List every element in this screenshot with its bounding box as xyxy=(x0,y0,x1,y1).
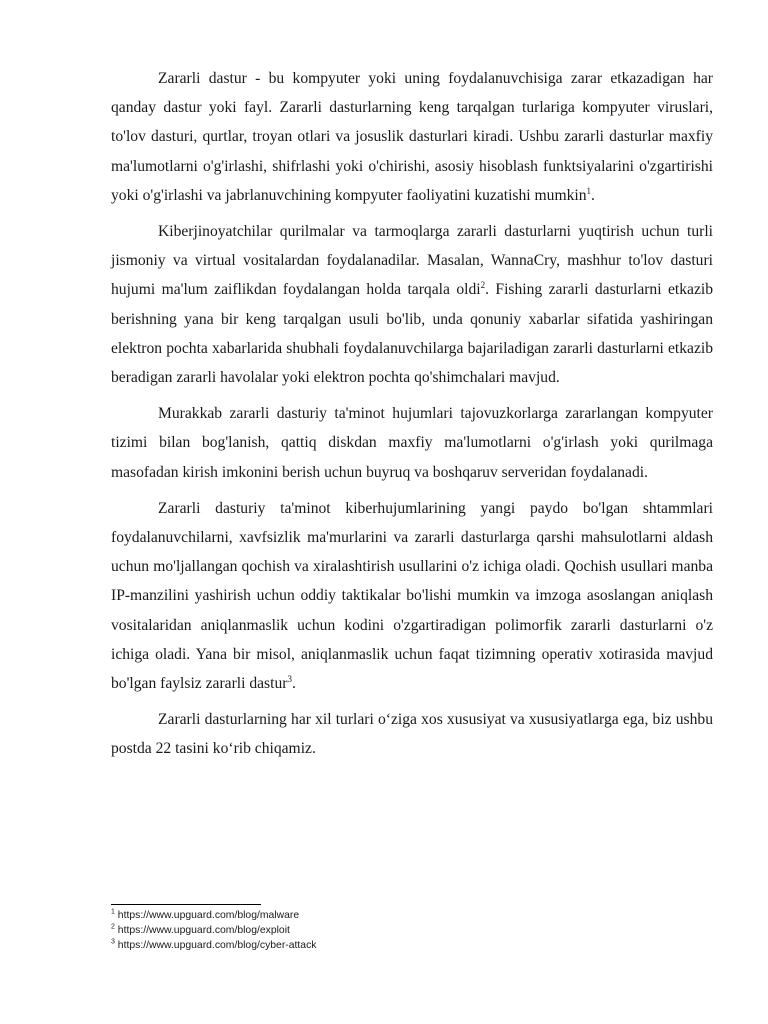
footnote-number: 2 xyxy=(111,923,115,931)
footnotes xyxy=(111,904,713,953)
paragraph-1 xyxy=(111,64,713,210)
footnote-link[interactable]: https://www.upguard.com/blog/malware xyxy=(114,910,300,921)
paragraph-3 xyxy=(111,399,713,487)
footnote-ref: 1 xyxy=(586,185,592,196)
footnote-link[interactable]: https://www.upguard.com/blog/exploit xyxy=(114,925,290,936)
paragraph-text: Zararli dastur - bu kompyuter yoki uning foydalanuvchisiga zarar etkazadigan har qanday dastur yoki fayl. Zararli dasturlarning keng tarqalgan turlariga kompyuter viruslari, to'lov dasturi, qurtlar, troyan otlari va josuslik dasturlari kiradi. Ushbu zararli dasturlar maxfiy ma'lumotlarni o'g'irlashi, shifrlashi yoki o'chirishi, asosiy hisoblash funktsiyalarini o'zgartirishi yoki o'g'irlashi va jabrlanuvchining kompyuter faoliyatini kuzatishi mumkin xyxy=(111,70,713,204)
body-text xyxy=(111,64,713,771)
footnote-number: 3 xyxy=(111,938,115,946)
paragraph-tail: . xyxy=(291,675,296,693)
paragraph-tail: . Fishing zararli dasturlarni etkazib berishning yana bir keng tarqalgan usuli bo'lib, unda qonuniy xabarlar sifatida yashiringan elektron pochta xabarlarida shubhali foydalanuvchilarga bajariladigan zararli dasturlarni etkazib beradigan zararli havolalar yoki elektron pochta qo'shimchalari mavjud. xyxy=(111,281,714,387)
paragraph-tail: . xyxy=(591,186,595,204)
footnote-3 xyxy=(111,938,713,953)
footnote-ref: 3 xyxy=(287,673,292,684)
paragraph-text: Murakkab zararli dasturiy ta'minot hujumlari tajovuzkorlarga zararlangan kompyuter tizimi bilan bog'lanish, qattiq diskdan maxfiy ma'lumotlarni o'g'irlash yoki qurilmaga masofadan kirish imkonini berish uchun buyruq va boshqaruv serveridan foydalanadi. xyxy=(111,405,713,481)
footnote-link[interactable]: https://www.upguard.com/blog/cyber-attack xyxy=(114,940,317,951)
footnote-1 xyxy=(111,908,713,923)
paragraph-5 xyxy=(111,705,713,763)
paragraph-text: Zararli dasturlarning har xil turlari o‘ziga xos xususiyat va xususiyatlarga ega, biz ushbu postda 22 tasini ko‘rib chiqamiz. xyxy=(111,711,713,758)
footnote-separator xyxy=(111,904,261,905)
footnote-2 xyxy=(111,923,713,938)
footnote-number: 1 xyxy=(111,908,115,916)
paragraph-2 xyxy=(111,217,713,392)
paragraph-text: Kiberjinoyatchilar qurilmalar va tarmoqlarga zararli dasturlarni yuqtirish uchun turli jismoniy va virtual vositalardan foydalanadilar. Masalan, WannaCry, mashhur to'lov dasturi hujumi ma'lum zaiflikdan foydalangan holda tarqala oldi xyxy=(111,223,713,299)
footnote-ref: 2 xyxy=(480,280,486,291)
paragraph-text: Zararli dasturiy ta'minot kiberhujumlarining yangi paydo bo'lgan shtammlari foydalanuvchilarni, xavfsizlik ma'murlarini va zararli dasturlarga qarshi mahsulotlarni aldash uchun mo'ljallangan qochish va xiralashtirish usullarini o'z ichiga oladi. Qochish usullari manba IP-manzilini yashirish uchun oddiy taktikalar bo'lishi mumkin va imzoga asoslangan aniqlash vositalaridan aniqlanmaslik uchun kodini o'zgartiradigan polimorfik zararli dasturlarni o'z ichiga oladi. Yana bir misol, aniqlanmaslik uchun faqat tizimning operativ xotirasida mavjud bo'lgan faylsiz zararli dastur xyxy=(111,499,713,693)
paragraph-4 xyxy=(111,494,713,698)
